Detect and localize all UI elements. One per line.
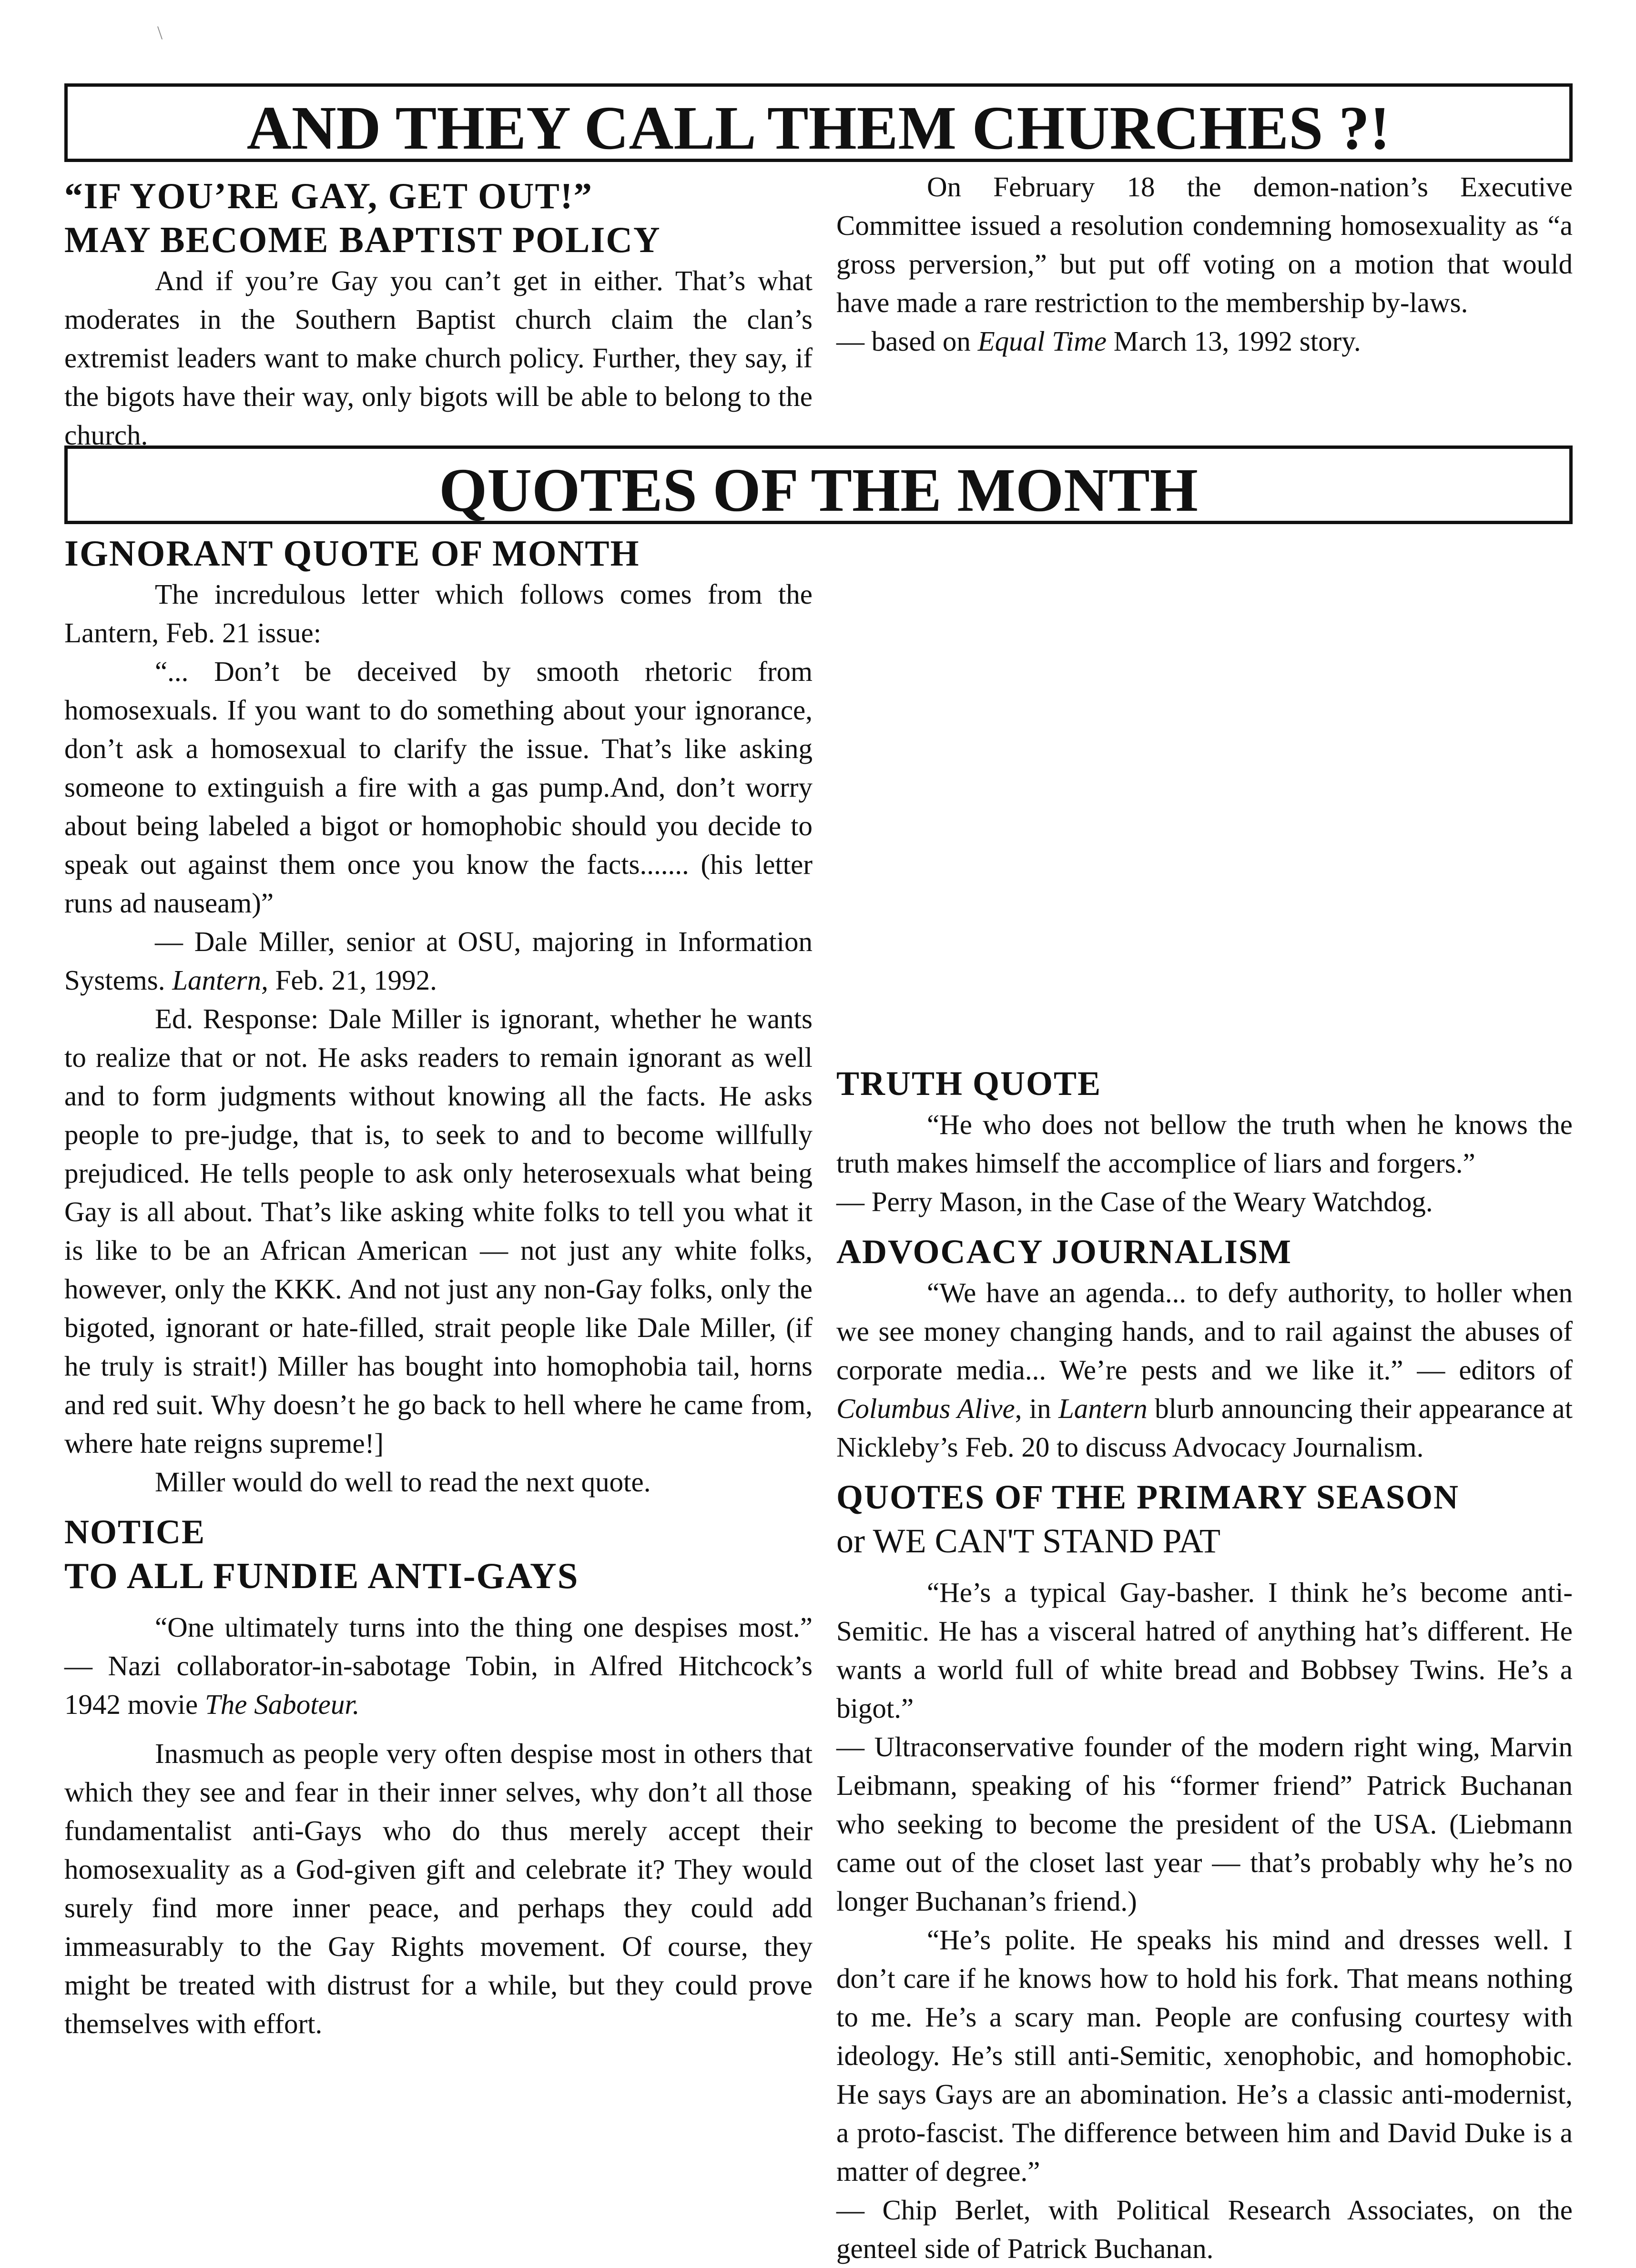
ignorant-attrib-source: Lantern, [172,964,268,996]
quotes-banner: QUOTES OF THE MONTH [64,446,1573,524]
primary-subheading: or WE CAN'T STAND PAT [836,1522,1220,1560]
truth-attribution: — Perry Mason, in the Case of the Weary Watchdog. [836,1186,1433,1217]
notice-heading-line2: TO ALL FUNDIE ANTI-GAYS [64,1555,579,1596]
notice-paragraph: Inasmuch as people very often despise most in others that which they see and fear in their inner selves, why don’t all those fundamentalist anti-Gays who do thus merely accept their homosexuality as a God-given gift and celebrate it? They would surely find more inner peace, and perhaps they could add immeasurably to the Gay Rights movement. Of course, they might be treated with distrust for a while, but they could prove themselves with effort. [64,1738,813,2039]
ignorant-quote: “... Don’t be deceived by smooth rhetoric from homosexuals. If you want to do something about your ignorance, don’t ask a homosexual to clarify the issue. That’s like asking someone to extinguish a fire with a gas pump.And, don’t worry about being labeled a bigot or homophobic should you decide to speak out against them once you know the facts....... (his letter runs ad nauseam)” [64,656,813,919]
baptist-paragraph-1: And if you’re Gay you can’t get in either. That’s what moderates in the Southern Baptist church claim the clan’s extremist leaders want to make church policy. Further, they say, if the bigots have their way, only bigots will be able to belong to the church. [64,265,813,451]
churches-left-column [64,174,813,455]
advocacy-quote-text: “We have an agenda... to defy authority, to holler when we see money changing hands, and to rail against the abuses of corporate media... We’re pests and we like it.” — editors of [836,1277,1573,1386]
ignorant-heading: IGNORANT QUOTE OF MONTH [64,533,640,574]
ignorant-attrib-prefix: — Dale Miller, senior at OSU, majoring in Information Systems. [64,926,813,996]
ignorant-attrib-suffix: Feb. 21, 1992. [275,964,437,996]
primary-attribution-2: — Chip Berlet, with Political Research Associates, on the genteel side of Patrick Buchanan. [836,2194,1573,2264]
baptist-headline-line1: “IF YOU’RE GAY, GET OUT!” [64,175,593,216]
advocacy-rest: blurb announcing their appearance at Nickleby’s Feb. 20 to discuss Advocacy Journalism. [836,1393,1573,1463]
churches-banner: AND THEY CALL THEM CHURCHES ?! [64,83,1573,162]
truth-heading: TRUTH QUOTE [836,1064,1102,1103]
stray-mark: \ [157,22,163,43]
advocacy-pub-columbus-alive: Columbus Alive [836,1393,1015,1424]
advocacy-quote [836,1274,1573,1467]
notice-quote [64,1608,813,1724]
notice-quote-film: The Saboteur. [204,1689,360,1720]
advocacy-mid: , in [1015,1393,1051,1424]
advocacy-heading: ADVOCACY JOURNALISM [836,1233,1292,1271]
truth-quote: “He who does not bellow the truth when he knows the truth makes himself the accomplice of liars and forgers.” [836,1109,1573,1179]
baptist-credit [836,322,1573,361]
ignorant-closing: Miller would do well to read the next quote. [155,1466,651,1498]
quotes-right-column [836,537,1573,2268]
baptist-credit-prefix: — based on [836,325,971,357]
primary-attribution-1: — Ultraconservative founder of the modern right wing, Marvin Leibmann, speaking of his “former friend” Patrick Buchanan who seeking to become the president of the USA. (Liebmann came out of the closet last year — that’s probably why he’s no longer Buchanan’s friend.) [836,1731,1573,1917]
notice-quote-text: “One ultimately turns into the thing one despises most.” — Nazi collaborator-in-sabotage Tobin, in Alfred Hitchcock’s 1942 movie [64,1611,813,1720]
baptist-paragraph-2: On February 18 the demon-nation’s Executive Committee issued a resolution condemning homosexuality as “a gross perversion,” but put off voting on a motion that would have made a rare restriction to the membership by-laws. [836,171,1573,318]
ignorant-intro: The incredulous letter which follows comes from the Lantern, Feb. 21 issue: [64,578,813,648]
advocacy-pub-lantern: Lantern [1058,1393,1148,1424]
baptist-headline-line2: MAY BECOME BAPTIST POLICY [64,219,661,260]
quotes-left-column [64,531,813,2043]
primary-quote-2: “He’s polite. He speaks his mind and dresses well. I don’t care if he knows how to hold his fork. That means nothing to me. He’s a scary man. People are confusing courtesy with ideology. He’s still anti-Semitic, xenophobic, and homophobic. He says Gays are an abomination. He’s a classic anti-modernist, a proto-fascist. The difference between him and David Duke is a matter of degree.” [836,1924,1573,2187]
editor-response: Ed. Response: Dale Miller is ignorant, whether he wants to realize that or not. He asks readers to remain ignorant as well and to form judgments without knowing all the facts. He asks people to pre-judge, that is, to seek to and to become willfully prejudiced. He tells people to ask only heterosexuals what being Gay is all about. That’s like asking white folks to tell you what it is like to be an African American — not just any white folks, however, only the KKK. And not just any non-Gay folks, only the bigoted, ignorant or hate-filled, strait people like Dale Miller, (if he truly is strait!) Miller has bought into homophobia tail, horns and red suit. Why doesn’t he go back to hell where he came from, where hate reigns supreme!] [64,1003,813,1459]
primary-quote-1: “He’s a typical Gay-basher. I think he’s become anti-Semitic. He has a visceral hatred of anything hat’s different. He wants a world full of white bread and Bobbsey Twins. He’s a bigot.” [836,1577,1573,1724]
baptist-credit-suffix: March 13, 1992 story. [1113,325,1361,357]
baptist-credit-source: Equal Time [977,325,1107,357]
ignorant-attribution [64,922,813,1000]
churches-right-column [836,168,1573,361]
notice-heading-line1: NOTICE [64,1513,206,1551]
primary-heading: QUOTES OF THE PRIMARY SEASON [836,1478,1459,1516]
